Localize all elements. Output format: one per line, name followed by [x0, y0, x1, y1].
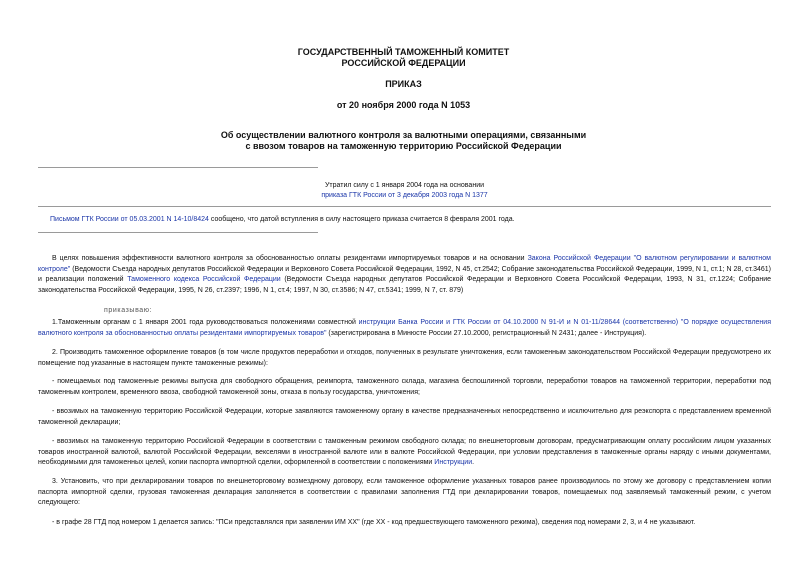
preamble-text: (Ведомости Съезда народных депутатов Российской Федерации и Верховного Совета Российской Федерации, 1992, N 45, ст.2542; Собрание законодательства Российской Федерации, 1999, N 1, ст.1; N 28, ст.3461) и реализации положений — [38, 265, 771, 283]
paragraph-text: (зарегистрирована в Минюсте России 27.10.2000, регистрационный N 2431; далее - Инструкция). — [326, 329, 647, 337]
document-title-line1: Об осуществлении валютного контроля за валютными операциями, связанными — [220, 130, 587, 140]
instruction-link[interactable]: Инструкции — [434, 459, 473, 466]
document-title-line2: с ввозом товаров на таможенную территорию Российской Федерации — [245, 141, 562, 151]
currency-law-link[interactable]: Закона Российской Федерации "О валютном регулировании и валютном контроле" — [38, 255, 771, 273]
effective-date-text: сообщено, что датой вступления в силу настоящего приказа считается 8 февраля 2001 года. — [208, 216, 515, 223]
paragraph-2: 2. Производить таможенное оформление товаров (в том числе продуктов переработки и отходов, полученных в результате уничтожения, если таможенным законодательством Российской Федерации предусмотрено их помещение под указанные в настоящем пункте таможенные режимы): — [38, 349, 771, 367]
divider — [38, 206, 771, 207]
divider — [38, 232, 318, 233]
bullet-customs-regimes: - помещаемых под таможенные режимы выпуска для свободного обращения, реимпорта, таможенного склада, магазина беспошлинной торговли, переработки товаров на таможенной территории, переработки под таможенным контролем, временного ввоза, свободной таможенной зоны, отказа в пользу государства, уничтожения; — [38, 378, 771, 396]
document-type: ПРИКАЗ — [385, 79, 422, 89]
effective-date-note — [50, 215, 770, 225]
gtk-letter-link[interactable]: Письмом ГТК России от 05.03.2001 N 14-10/8424 — [50, 216, 209, 223]
paragraph-text: . — [472, 459, 475, 466]
paragraph-3: 3. Установить, что при декларировании товаров по внешнеторговому возмездному договору, если таможенное оформление указанных товаров ранее производилось по этому же договору с представлением копии паспорта импортной сделки, грузовая таможенная декларация заполняется в соответствии с правилами заполнения ГТД при декларировании товаров, помещаемых под заявляемый таможенный режим, с учетом следующего: — [38, 478, 771, 506]
order-word: приказываю: — [104, 307, 153, 314]
paragraph-text: - ввозимых на таможенную территорию Российской Федерации в соответствии с таможенным режимом свободного склада; по внешнеторговым договорам, предусматривающим оплату российским лицом указанных товаров иностранной валютой, валютой Российской Федерации, векселями в иностранной валюте или в валюте Российской Федерации, при условии представления в таможенные органы наряду с иными документами, необходимыми для таможенных целей, копии паспорта импортной сделки, оформленной в соответствии с положениями — [38, 438, 771, 466]
repeal-notice-text: Утратил силу с 1 января 2004 года на основании — [324, 182, 485, 189]
preamble-paragraph — [38, 254, 771, 296]
customs-code-link[interactable]: Таможенного кодекса Российской Федерации — [127, 276, 281, 283]
repeal-notice — [38, 181, 771, 201]
bullet-free-warehouse — [38, 437, 771, 469]
preamble-text: (Ведомости Съезда народных депутатов Российской Федерации и Верховного Совета Российской Федерации, 1993, N 31, ст.1224; Собрание законодательства Российской Федерации, 1995, N 26, ст.2397; 1996, N 1, ст.4; 1997, N 30, ст.3586; N 47, ст.5341; 1999, N 7, ст. 879) — [38, 276, 771, 294]
bullet-gtd-field-28: - в графе 28 ГТД под номером 1 делается запись: "ПСи представлялся при заявлении ИМ ХХ" (где ХХ - код предшествующего таможенного режима), сведения под номерами 2, 3, и 4 не указывают. — [52, 519, 696, 526]
divider — [38, 167, 318, 168]
agency-name-line2: РОССИЙСКОЙ ФЕДЕРАЦИИ — [341, 58, 466, 68]
document-date-number: от 20 ноября 2000 года N 1053 — [336, 100, 471, 110]
bullet-reexport: - ввозимых на таможенную территорию Российской Федерации, которые заявляются таможенному органу в качестве предназначенных непосредственно и исключительно для реэкспорта с представлением временной таможенной декларации; — [38, 408, 771, 426]
instruction-link[interactable]: инструкции Банка России и ГТК России от 04.10.2000 N 91-И и N 01-11/28644 (соответственно) "О порядке осуществления валютного контроля за обоснованностью оплаты резидентами импортируемых товаров" — [38, 319, 771, 337]
preamble-text: В целях повышения эффективности валютного контроля за обоснованностью оплаты резидентами импортируемых товаров и на основании — [52, 255, 528, 262]
paragraph-text: 1.Таможенным органам с 1 января 2001 года руководствоваться положениями совместной — [52, 319, 359, 326]
paragraph-1 — [38, 318, 771, 339]
agency-name-line1: ГОСУДАРСТВЕННЫЙ ТАМОЖЕННЫЙ КОМИТЕТ — [297, 47, 510, 57]
repeal-order-link[interactable]: приказа ГТК России от 3 декабря 2003 года N 1377 — [321, 192, 488, 199]
